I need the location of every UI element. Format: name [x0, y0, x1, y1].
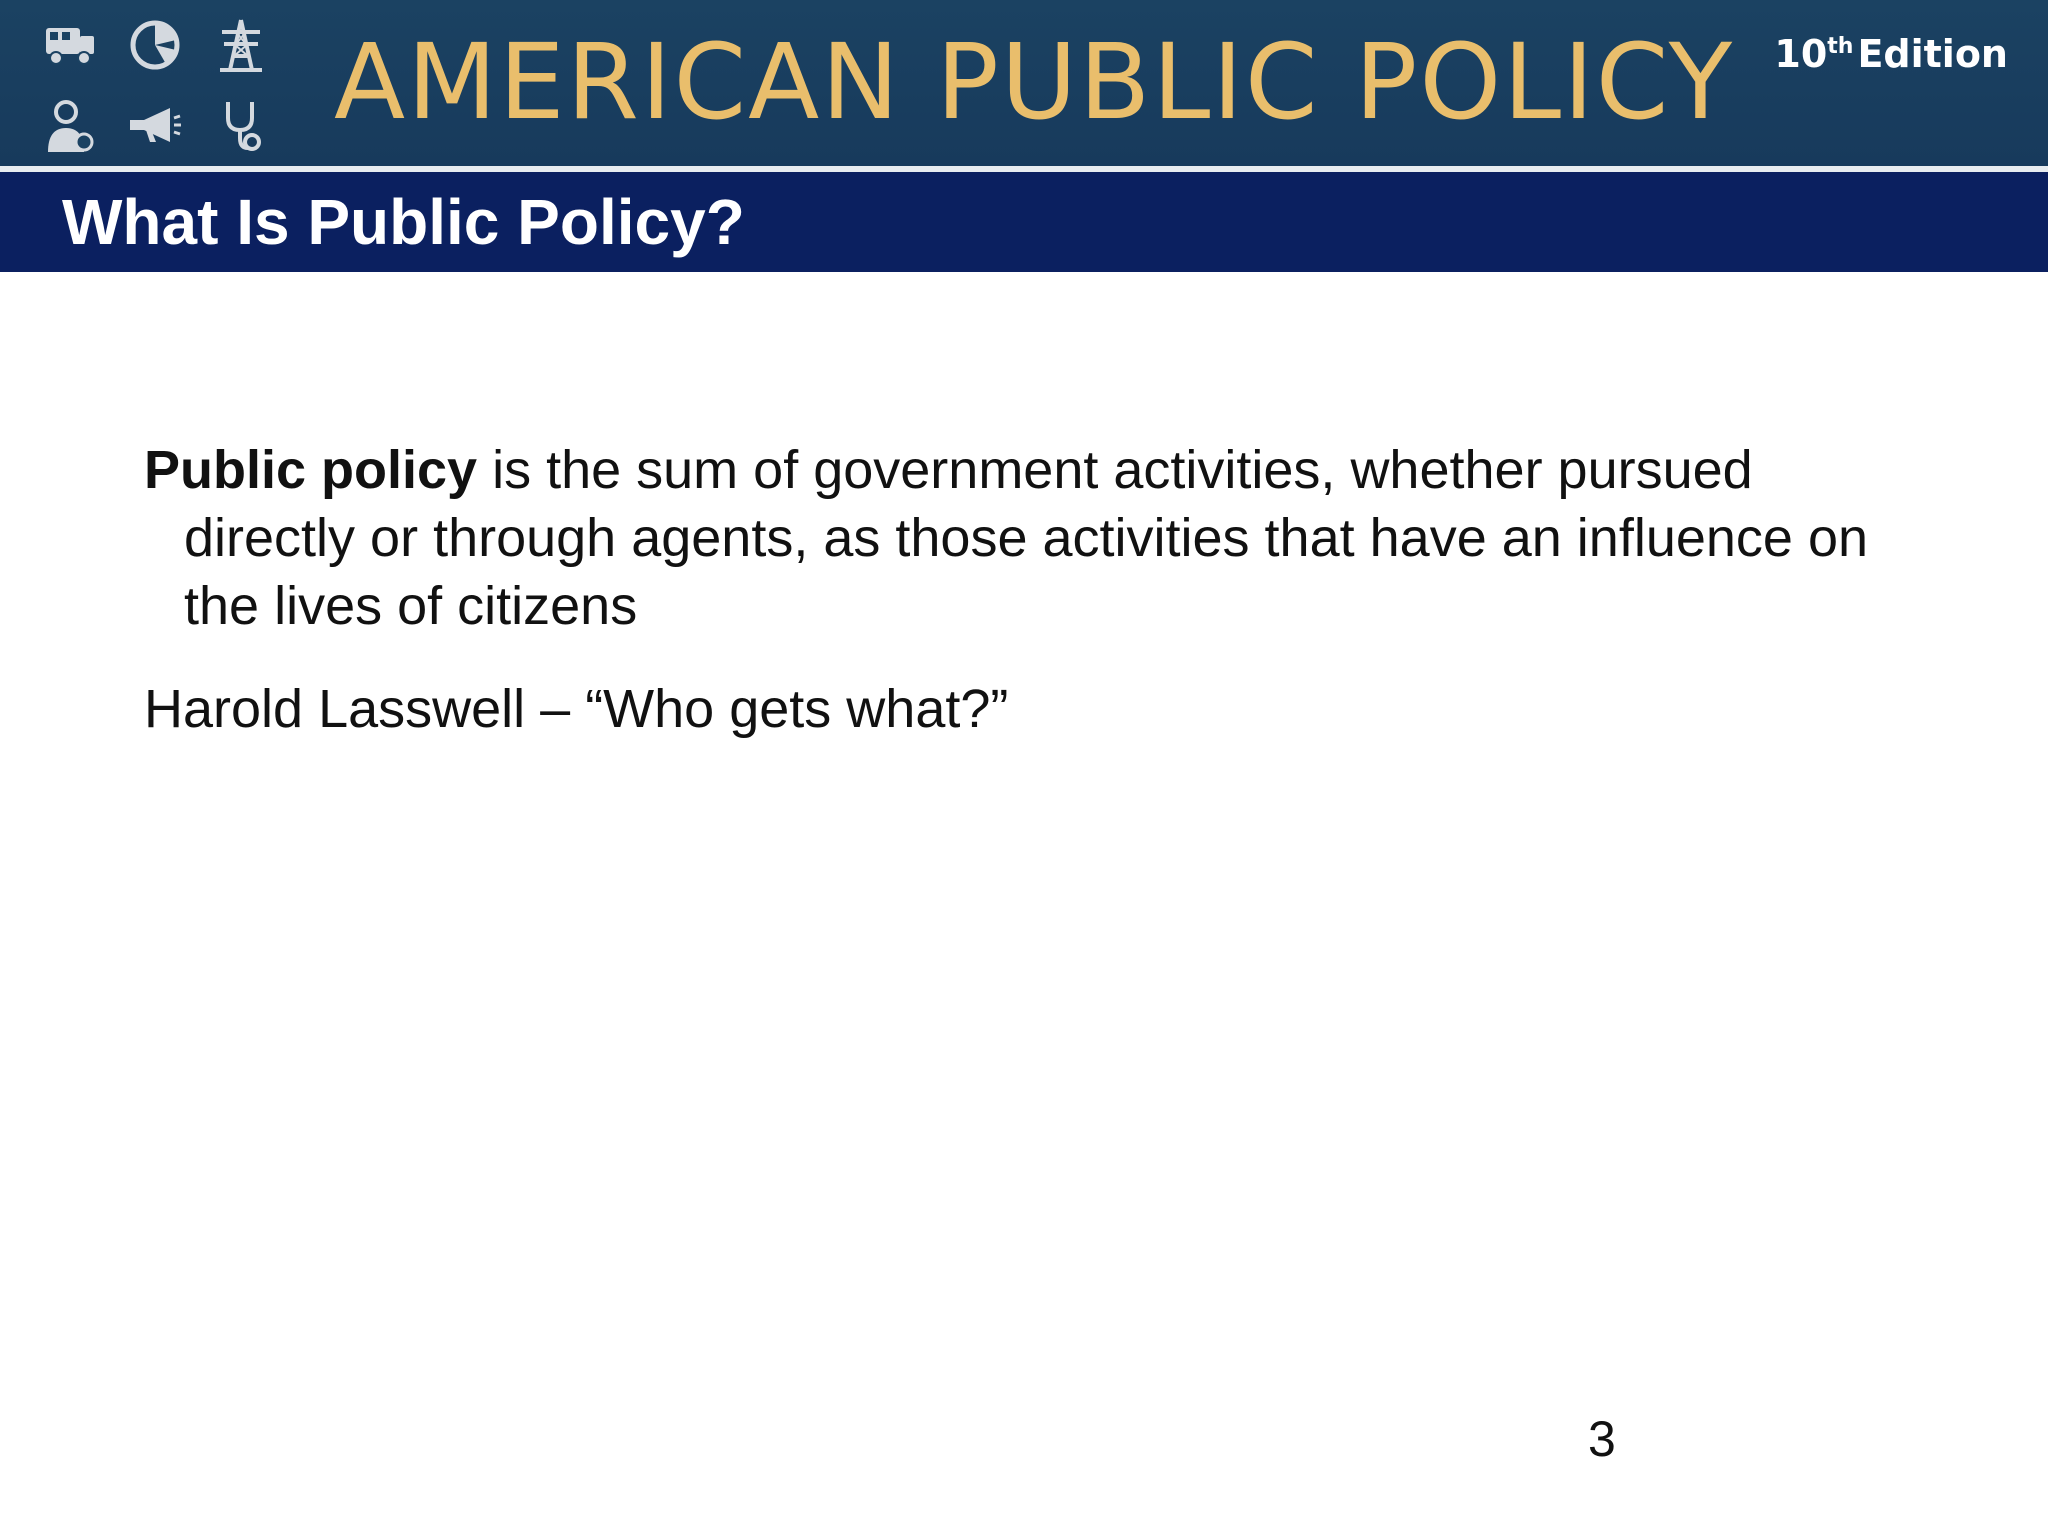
megaphone-icon — [126, 96, 184, 154]
doctor-icon — [40, 96, 98, 154]
pie-chart-icon — [126, 16, 184, 74]
book-banner — [0, 0, 2048, 168]
power-tower-icon — [212, 16, 270, 74]
stethoscope-icon — [212, 96, 270, 154]
definition-term: Public policy — [144, 440, 478, 500]
page-number: 3 — [1588, 1411, 1616, 1467]
edition-suffix: th — [1827, 34, 1854, 59]
definition-paragraph — [144, 436, 1904, 640]
book-title: AMERICAN PUBLIC POLICY — [334, 21, 1735, 143]
definition-text: is the sum of government activities, whether pursued directly or through agents, as those activities that have an influence on the lives of citizens — [184, 440, 1869, 636]
edition-word: Edition — [1857, 32, 2008, 76]
truck-icon — [40, 16, 98, 74]
title-bar — [0, 172, 2048, 272]
slide-title: What Is Public Policy? — [62, 186, 745, 258]
quote-line: Harold Lasswell – “Who gets what?” — [144, 679, 1009, 739]
edition-number: 10 — [1774, 32, 1828, 76]
edition-label — [1774, 32, 2008, 76]
slide-body — [144, 436, 1904, 743]
banner-icon-grid — [40, 16, 280, 154]
